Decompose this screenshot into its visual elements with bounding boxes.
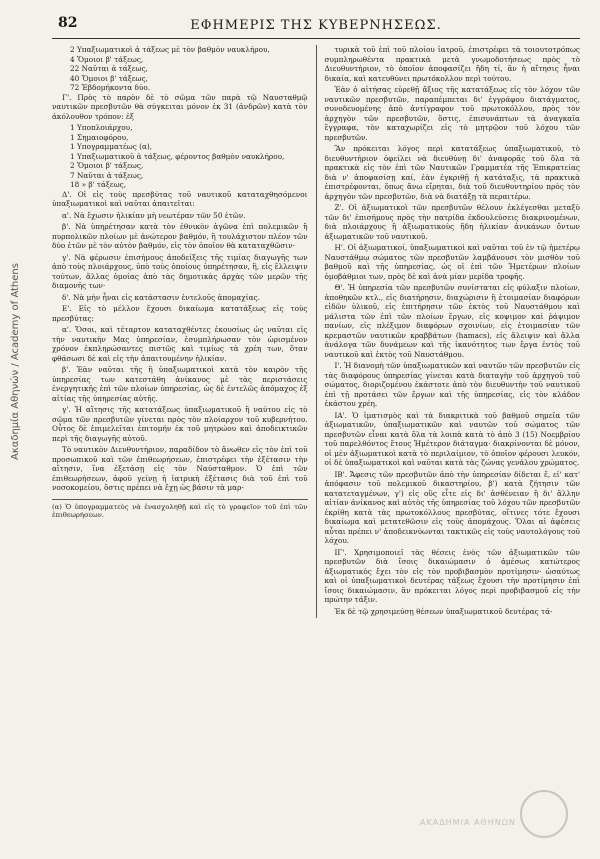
paragraph: τυρικὰ τοῦ ἐπὶ τοῦ πλοίου ἰατροῦ, ἐπιστρέφει τὰ τοιουτοτρόπως συμπληρωθέντα πρακτικὰ μετὰ γνωμοδοτήσεως πρὸς τὸ Διευθυντήριον, τὸ ὁποῖον ἀποφασίζει ἤδη τί, ἂν ἡ αἴτησις ἦναι δικαία, καὶ κατευθύνει πρωτόκολλον περὶ τούτου. <box>324 45 580 83</box>
list-item: 1 Υπογραμματέως (α), <box>70 142 153 151</box>
list-item: 18 » β' τάξεως, <box>70 180 127 189</box>
paragraph: β'. Νὰ ὑπηρέτησαν κατὰ τὸν ἐθνικὸν ἀγῶνα ἐπὶ πολεμικῶν ἢ πυρπολικῶν πλοίων μὲ ἀνώτερον βαθμόν, ἢ τουλάχιστον πλέον τῶν δύο ἐτῶν μὲ τὸν αὐτὸν βαθμόν, εἰς τὸν ὁποῖον θὰ καταταχθῶσιν· <box>52 222 308 250</box>
paragraph: Τὸ ναυτικὸν Διευθυντήριον, παραδίδον τὸ ἄνωθεν εἰς τὸν ἐπὶ τοῦ προσωπικοῦ καὶ τῶν ἐπιθεωρήσεων, ἐπιστρέφει τὴν ἐξέτασιν τὴν αἴτησιν, ἵνα ἐξετάσῃ εἰς τὸν Ναύσταθμον. Ὁ ἐπὶ τῶν ἐπιθεωρήσεων, ἀφοῦ γείνῃ ἡ ἰατρικὴ ἐξέτασις διὰ τοῦ ἐπὶ τοῦ νοσοκομείου, ὅστις πρέπει νὰ ἔχῃ ὡς βάσιν τὰ μαρ- <box>52 445 308 492</box>
right-column <box>316 45 580 618</box>
seal-icon <box>520 790 568 838</box>
paragraph: Ζ'. Οἱ ἀξιωματικοὶ τῶν πρεσβυτῶν θέλουν ἐκλέγεσθαι μεταξὺ τῶν δι' ἐπισήμους πρὸς τὴν πατρίδα ἐκδουλεύσεις διακρινομένων, διὰ πλοιάρχους ἢ ἀξιωματικοὺς ἤδη ἡλικίαν ἀνικάνων ὄντων ἀξιωματικῶν τοῦ ναυτικοῦ. <box>324 203 580 241</box>
paragraph: Ε'. Εἰς τὸ μέλλον ἔχουσι δικαίωμα κατατάξεως εἰς τοὺς πρεσβύτας: <box>52 304 308 323</box>
footnote: (α) Ὁ ὑπογραμματεὺς νὰ ἐνασχοληθῇ καὶ εἰς τὸ γραφεῖον τοῦ ἐπὶ τῶν ἐπιθεωρήσεων. <box>52 499 308 520</box>
paragraph: ΙΑ'. Ὁ ἱματισμὸς καὶ τὰ διακριτικὰ τοῦ βαθμοῦ σημεῖα τῶν ἀξιωματικῶν, ὑπαξιωματικῶν καὶ ναυτῶν τοῦ σώματος τῶν πρεσβυτῶν εἶναι κατὰ ὅλα τὰ λοιπὰ κατὰ τὸ ἀπὸ 3 (15) Νοεμβρίου τοῦ παρελθόντος ἔτους Ἡμέτερον διάταγμα· διακρίνονται δὲ μόνον, οἱ μὲν ἀξιωματικοὶ κατὰ τὸ περιλαίμιον, τὸ ὁποῖον φέρουσι λευκόν, οἱ δὲ ὑπαξιωματικοὶ καὶ ναῦται κατὰ τὰς ζώνας γενάλου χρώματος. <box>324 410 580 467</box>
paragraph: Θ'. Ἡ ὑπηρεσία τῶν πρεσβυτῶν συνίσταται εἰς φύλαξιν πλοίων, ἀποθηκῶν κτλ., εἰς διατήρησιν, διαχώρισιν ἢ ἑτοιμασίαν διαφόρων εἰδῶν ὑλικοῦ, εἰς ἐπιτήρησιν τῶν ἐκτὸς τοῦ Ναυστάθμου καὶ μάλιστα τῶν ἐπὶ τῶν πλοίων ἔργων, εἰς κοψιμον καὶ ῥάψιμον πανίων, εἰς πλέξιμον διαφόρων σχοινίων, εἰς ἑτοιμασίαν τῶν κρεμαστῶν ναυτικῶν κραββάτων (hamacs), εἰς ἄλειψιν καὶ ἄλλα ἀνάλογα τῶν δυνάμεων καὶ τῆς ἱκανότητος των ἔργα ἐντὸς τοῦ ναυτικοῦ καὶ ἐκτὸς τοῦ Ναυστάθμου. <box>324 283 580 359</box>
list-item: 1 Υποπλοιάρχου, <box>70 123 133 132</box>
list-item: 40 Ὅμοιοι β' τάξεως, <box>70 73 148 83</box>
paragraph: Η'. Οἱ ἀξιωματικοί, ὑπαξιωματικοὶ καὶ ναῦται τοῦ ἐν τῷ ἡμετέρῳ Ναυστάθμῳ σώματος τῶν πρεσβυτῶν λαμβάνουσι τὸν μισθὸν τοῦ βαθμοῦ καὶ τῆς ὑπηρεσίας, ὡς οἱ ἐπὶ τῶν Ἡμετέρων πλοίων ὁμοβάθμιοι των, πρὸς δὲ καὶ ἀνὰ μίαν μερίδα τροφῆς. <box>324 243 580 281</box>
paragraph: Δ'. Οἱ εἰς τοὺς πρεσβύτας τοῦ ναυτικοῦ καταταχθησόμενοι ὑπαξιωματικοὶ καὶ ναῦται ἀπαιτεῖται: <box>52 189 308 208</box>
list-item: 2 Υπαξιωματικοὶ ἀ τάξεως μὲ τὸν βαθμὸν ναυκλήρου, <box>70 45 270 54</box>
paragraph: Ἐὰν ὁ αἰτήσας εὑρεθῇ ἄξιος τῆς κατατάξεως εἰς τὸν λόχον τῶν ναυτικῶν πρεσβυτῶν, παραπέμπεται δι' ἐγγράφου διατάγματος, συνοδευομένης ἀπὸ ἀντίγραφον τοῦ πρωτοκόλλου, πρὸς τὸν ἀρχηγὸν τῶν πρεσβυτῶν, ὅστις, ἐπισυνάπτων τὰ ἀναγκαῖα ἔγγραφα, τὸν καταχωρίζει εἰς τὸ μητρῷον τοῦ λόχου τῶν πρεσβυτῶν. <box>324 85 580 142</box>
paragraph: α'. Νὰ ἔχωσιν ἡλικίαν μὴ νεωτέραν τῶν 50 ἐτῶν. <box>62 210 246 220</box>
paragraph: Γ'. Πρὸς τὸ παρὸν δὲ τὸ σῶμα τῶν παρὰ τῷ Ναυσταθμῷ ναυτικῶν πρεσβυτῶν θὰ σύγκειται μόνον ἐκ 31 (ἀνδρῶν) κατὰ τὸν ἀκόλουθον τρόπον: ἐξ <box>52 92 308 121</box>
paragraph: Ἐκ δὲ τῷ χρησιμεύσῃ θέσεων ὑπαξιωματικοῦ δευτέρας τά- <box>334 606 553 616</box>
paragraph: γ'. Νὰ φέρωσιν ἐπισήμους ἀποδείξεις τῆς τιμίας διαγωγῆς των ἀπὸ τοὺς πλοιάρχους, ὑπὸ τοὺς ὁποίους ὑπηρέτησαν, ἢ, εἰς ἔλλειψιν τούτων, ἄλλας ὁμοίας ἀπὸ τὰς δημοτικὰς ἀρχὰς τῶν μερῶν τῆς διαμονῆς των· <box>52 252 308 290</box>
paragraph: Ι'. Ἡ διανομὴ τῶν ὑπαξιωματικῶν καὶ ναυτῶν τῶν πρεσβυτῶν εἰς τὰς διαφόρους ὑπηρεσίας γίνεται κατὰ διαταγὴν τοῦ ἀρχηγοῦ τοῦ σώματος, διοριζομένου ἑκάστοτε ἀπὸ τὸν διευθυντὴν τοῦ ναυτικοῦ ἐπὶ τῇ προτάσει τῶν ἔργων καὶ τῆς ὑπηρεσίας, εἰς τὸν κλάδον ἑκάστου χρέη. <box>324 361 580 408</box>
columns <box>52 45 580 618</box>
archive-sidebar-label <box>6 30 28 460</box>
list-item: 72 Ἑβδομήκοντα δύο. <box>70 83 151 92</box>
paragraph: α'. Ὅσοι, καὶ τέταρτον καταταχθέντες ἑκουσίως ὡς ναῦται εἰς τὴν ναυτικὴν Μας ὑπηρεσίαν, ἐσυμπλήρωσαν τὸν ὡρισμένον χρόνον ἐκπληρώσαντες πιστῶς καὶ τιμίως τὰ χρέη των, ὅταν φθάσωσι δὲ καὶ εἰς τὴν ἀπαιτουμένην ἡλικίαν. <box>52 325 308 363</box>
list-item: 1 Σημαιοφόρου, <box>70 132 129 142</box>
paragraph: β'. Ἐὰν ναῦται τῆς ἢ ὑπαξιωματικοὶ κατὰ τὸν καιρὸν τῆς ὑπηρεσίας των κατεστάθη ἀνίκανος μὲ τὰς περιστάσεις ἐνεργητικῆς ἐπὶ τῶν πλοίων ὑπηρεσίας, ὡς δὲ ἐντελῶς ἀπόμαχος ἐξ αἰτίας τῆς ὑπηρεσίας αὐτῆς. <box>52 365 308 403</box>
list-item: 1 Υπαξιωματικοῦ ἀ τάξεως, φέροντος βαθμὸν ναυκλήρου, <box>70 151 285 161</box>
list-item: 2 Ὅμοιοι β' τάξεως, <box>70 161 144 170</box>
paragraph: ΙΓ'. Χρησιμοποιεῖ τὰς θέσεις ἑνὸς τῶν ἀξιωματικῶν τῶν πρεσβυτῶν διὰ ἴσοις δικαιώμασιν ὁ ἀμέσως κατώτερος ἀξιωματικὸς ἔχει τὸν εἰς τὸν προβιβασμὸν προτίμησιν· ὡσαύτως καὶ οἱ ὑπαξιωματικοὶ δευτέρας τάξεως ἔχουσι τὴν προτίμησιν ἐπὶ ἴσοις δικαιώμασιν, ἂν πρόκειται λόγος περὶ προβιβασμοῦ εἰς τὴν πρώτην τάξιν. <box>324 547 580 604</box>
paragraph: δ'. Νὰ μὴν ἦναι εἰς κατάστασιν ἐντελοῦς ἀπομαχίας. <box>62 292 260 302</box>
left-column <box>52 45 316 618</box>
watermark-text: ΑΚΑΔΗΜΙΑ ΑΘΗΝΩΝ <box>420 818 516 827</box>
academy-watermark <box>420 790 570 840</box>
list-item: 7 Ναῦται ἀ τάξεως, <box>70 170 144 180</box>
paragraph: ΙΒ'. Ἄφεσις τῶν πρεσβυτῶν ἀπὸ τὴν ὑπηρεσίαν δίδεται ἕ, εἰ' κατ' ἀπόφασιν τοῦ πολεμικοῦ δικαστηρίου, β') κατὰ ζήτησιν τῶν κατατεταγμένων, γ') εἰς οὓς εἶτε εἰς δι' ἀσθένειαν ἢ δι' ἄλλην αἰτίαν ἀνίκανος καὶ αὐτὸς τῆς ὑπηρεσίας τοῦ λόχου τῶν πρεσβυτῶν ἐκρίθη κατὰ τὰς πρωτοκόλλους πρεσβύτας, οἵτινες τότε ἔχουσι δικαίωμα καὶ μετατεθῶσιν εἰς τοὺς ἀπομάχους. Ὅλαι αἱ ἀφέσεις αὗται πρέπει ν' ἀποδεικνύωνται τακτικῶς εἰς τοὺς ναυτολόγους τοῦ λόχου. <box>324 469 580 545</box>
paragraph: γ'. Ἡ αἴτησις τῆς κατατάξεως ὑπαξιωματικοῦ ἢ ναύτου εἰς τὸ σῶμα τῶν πρεσβυτῶν γίνεται πρὸς τὸν πλοίαρχον τοῦ κυβερνήτου. Οὗτος δὲ ἐπιμελεῖται ἐπιτομήν ἐκ τοῦ μητρώου καὶ ἀποδεικτικῶν περὶ τῆς διαγωγῆς αὐτοῦ. <box>52 405 308 443</box>
paragraph: Ἂν πρόκειται λόγος περὶ κατατάξεως ὑπαξιωματικοῦ, τὸ διευθυντήριον ὀφείλει νὰ διευθύνῃ δι' ἀναφορᾶς τοῦ ὅλα τὰ πρακτικὰ εἰς τὸν ἐπὶ τῶν Ναυτικῶν Γραμματέα τῆς Ἐπικρατείας διὰ ν' ἀποφασίσῃ καί, ἐὰν ἐγκριθῇ ἡ κατάταξις, τὰ πρακτικὰ ἐπιστρέφονται, ὅπως ἄνω εἴρηται, διὰ τοῦ διευθυντηρίου πρὸς τὸν ἀρχηγὸν τῶν πρεσβυτῶν, διὰ νὰ διατάξῃ τὰ περαιτέρω. <box>324 144 580 201</box>
list-item: 22 Ναῦται ἀ τάξεως, <box>70 64 148 73</box>
page-header <box>52 14 580 39</box>
list-item: 4 Ὅμοιοι β' τάξεως, <box>70 54 144 64</box>
page-number: 82 <box>58 15 78 31</box>
archive-label-text: Ακαδημία Αθηνών / Academy of Athens <box>10 263 21 460</box>
page-title: ΕΦΗΜΕΡΙΣ ΤΗΣ ΚΥΒΕΡΝΗΣΕΩΣ. <box>190 18 442 33</box>
